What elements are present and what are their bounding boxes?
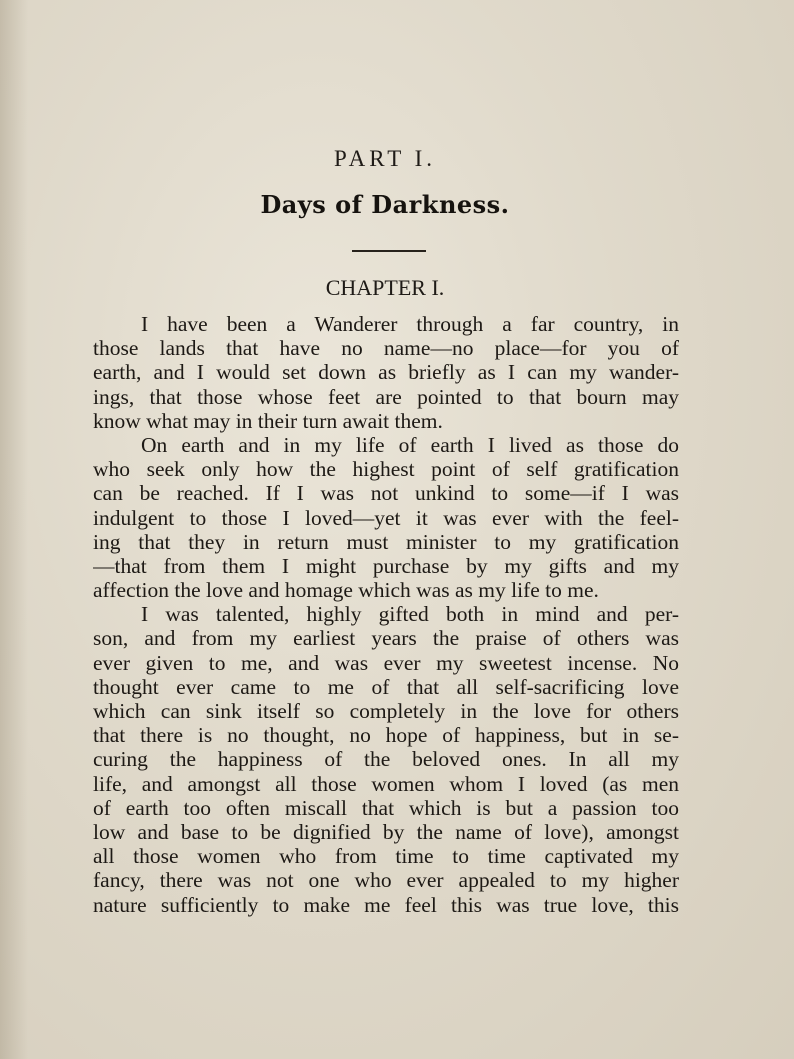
part-heading: PART I. bbox=[333, 146, 437, 171]
text-line: son, and from my earliest years the praise of others was bbox=[93, 626, 679, 651]
text-line: On earth and in my life of earth I lived as those do bbox=[141, 432, 679, 457]
text-line: nature sufficiently to make me feel this was true love, this bbox=[93, 892, 679, 917]
text-line: that there is no thought, no hope of happiness, but in se- bbox=[93, 723, 679, 748]
text-line: earth, and I would set down as briefly as I can my wander- bbox=[93, 360, 679, 385]
text-line: fancy, there was not one who ever appealed to my higher bbox=[93, 868, 679, 893]
chapter-heading: CHAPTER I. bbox=[325, 275, 445, 300]
text-line: indulgent to those I loved—yet it was ever with the feel- bbox=[93, 505, 679, 530]
part-title: Days of Darkness. bbox=[260, 190, 510, 219]
text-line: which can sink itself so completely in the love for others bbox=[93, 699, 679, 723]
text-line: ings, that those whose feet are pointed to that bourn may bbox=[93, 384, 679, 409]
text-line: all those women who from time to time captivated my bbox=[93, 844, 679, 869]
text-line: who seek only how the highest point of self gratification bbox=[93, 457, 679, 482]
text-line: I was talented, highly gifted both in mind and per- bbox=[141, 602, 679, 627]
text-line: low and base to be dignified by the name of love), amongst bbox=[93, 819, 679, 844]
text-line: ing that they in return must minister to my gratification bbox=[93, 529, 679, 554]
text-line: affection the love and homage which was as my life to me. bbox=[93, 578, 599, 603]
text-line: can be reached. If I was not unkind to some—if I was bbox=[93, 481, 679, 506]
text-line: those lands that have no name—no place—for you of bbox=[93, 336, 679, 361]
text-line: thought ever came to me of that all self-sacrificing love bbox=[93, 674, 679, 699]
text-line: curing the happiness of the beloved ones. In all my bbox=[93, 747, 679, 772]
text-line: of earth too often miscall that which is but a passion too bbox=[93, 795, 679, 820]
text-line: life, and amongst all those women whom I loved (as men bbox=[93, 771, 679, 796]
text-line: know what may in their turn await them. bbox=[93, 408, 443, 433]
chapter-body-text bbox=[93, 312, 679, 917]
text-line: ever given to me, and was ever my sweetest incense. No bbox=[93, 650, 679, 675]
title-rule-divider bbox=[352, 250, 426, 252]
text-line: I have been a Wanderer through a far country, in bbox=[141, 312, 679, 336]
text-line: —that from them I might purchase by my gifts and my bbox=[93, 553, 679, 578]
